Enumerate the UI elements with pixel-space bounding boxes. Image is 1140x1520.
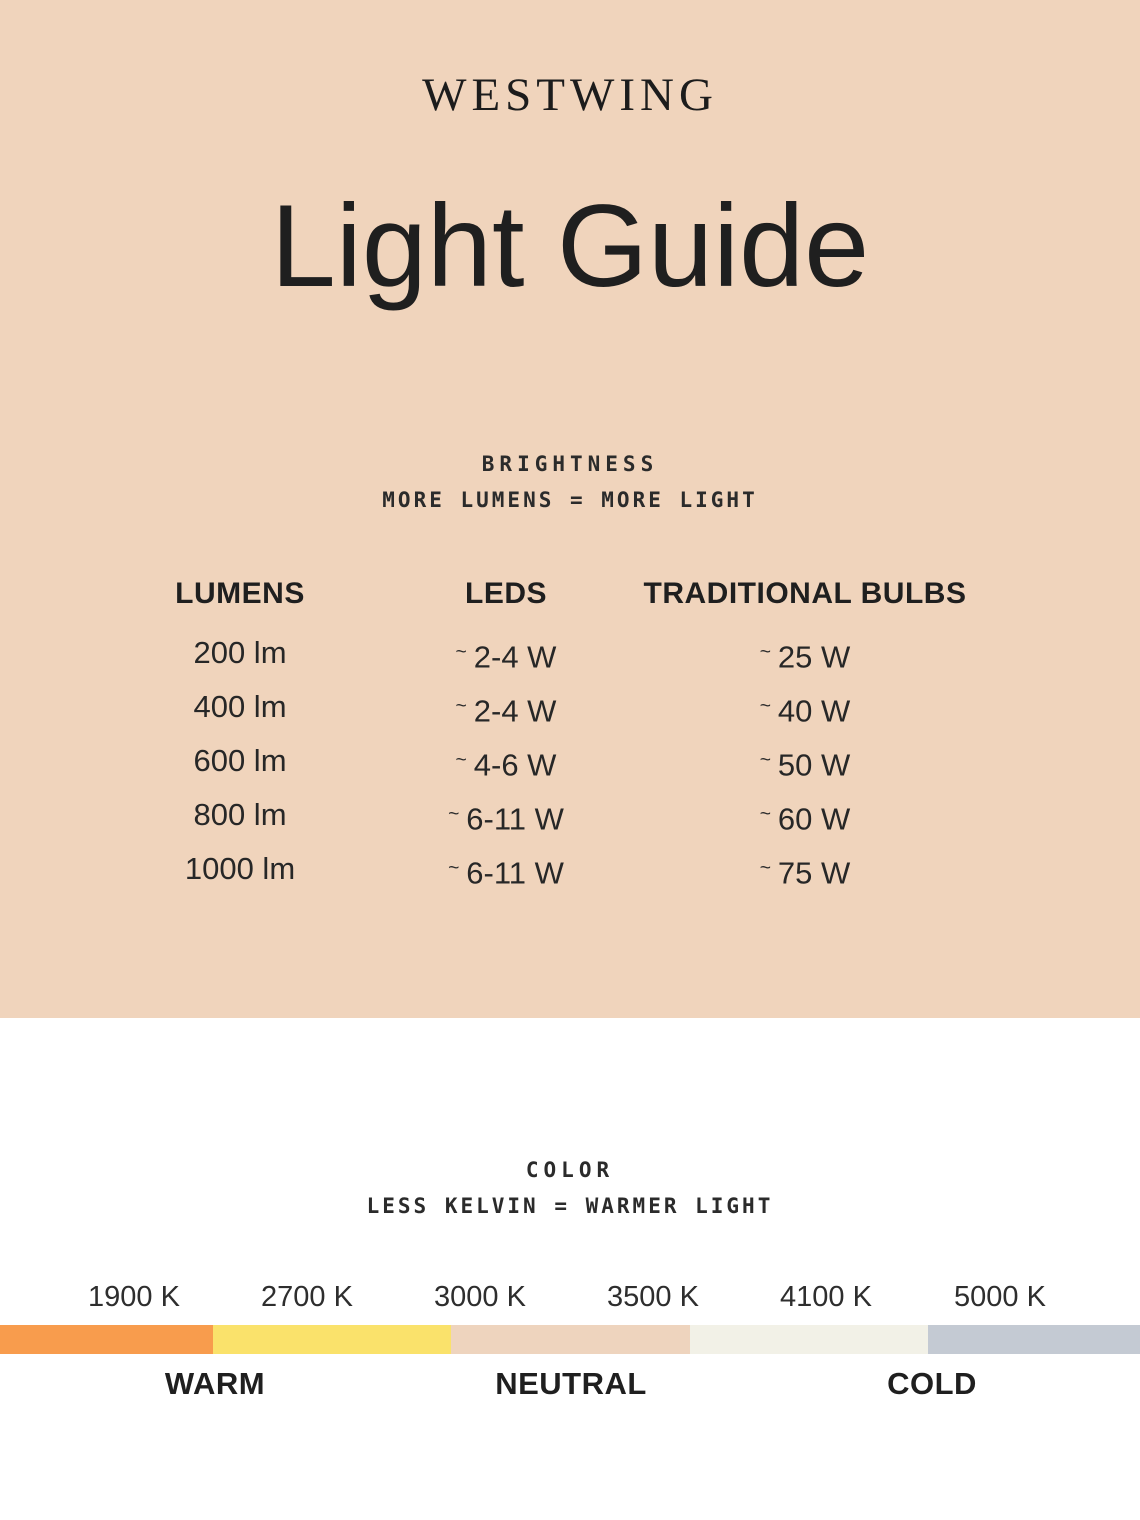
kelvin-label: 3000 K [434,1281,526,1313]
warm-label: WARM [164,1366,266,1401]
leds-value [456,741,557,786]
column-header-traditional-bulbs: TRADITIONAL BULBS [643,577,967,610]
bulb-watts: 75 W [777,855,851,891]
leds-value [448,849,564,894]
kelvin-label: 2700 K [261,1281,353,1313]
column-header-lumens: LUMENS [175,577,305,610]
lumens-value: 600 lm [193,743,287,778]
table-row [0,687,1140,727]
kelvin-label: 5000 K [954,1281,1046,1313]
approx-symbol: ~ [455,750,467,771]
page-title: Light Guide [270,180,870,311]
brightness-subheading: MORE LUMENS = MORE LIGHT [382,488,758,512]
approx-symbol: ~ [759,750,771,771]
lumens-value: 1000 lm [184,851,296,886]
approx-symbol: ~ [759,804,771,825]
bulbs-value [760,849,851,894]
bulb-watts: 60 W [777,801,851,837]
color-bar-segment-warm-yellow [213,1325,451,1354]
bulbs-value [760,687,851,732]
table-row [0,795,1140,835]
leds-value [456,687,557,732]
lumens-value: 400 lm [193,689,287,724]
brightness-heading: BRIGHTNESS [481,452,659,476]
table-row [0,741,1140,781]
approx-symbol: ~ [455,642,467,663]
column-header-leds: LEDS [464,577,548,610]
leds-value [456,633,557,678]
leds-watts: 2-4 W [473,639,557,675]
kelvin-label: 1900 K [88,1281,180,1313]
table-header-row [0,576,1140,612]
color-temperature-bar [0,1325,1140,1354]
approx-symbol: ~ [455,696,467,717]
temperature-labels [0,1366,1140,1402]
kelvin-label: 4100 K [780,1281,872,1313]
color-bar-segment-cold-blue [928,1325,1140,1354]
approx-symbol: ~ [448,858,460,879]
color-heading: COLOR [525,1158,615,1182]
color-subheading: LESS KELVIN = WARMER LIGHT [366,1194,774,1218]
table-row [0,849,1140,889]
approx-symbol: ~ [759,642,771,663]
brand-logo: WESTWING [422,69,718,121]
bulbs-value [760,741,851,786]
leds-value [448,795,564,840]
bulbs-value [760,633,851,678]
color-bar-segment-neutral-tan [451,1325,689,1354]
kelvin-scale-labels [0,1281,1140,1313]
lumens-value: 800 lm [193,797,287,832]
lumens-value: 200 lm [193,635,287,670]
color-bar-segment-warm-orange [0,1325,213,1354]
kelvin-label: 3500 K [607,1281,699,1313]
bulb-watts: 50 W [777,747,851,783]
bulb-watts: 25 W [777,639,851,675]
bulb-watts: 40 W [777,693,851,729]
leds-watts: 6-11 W [466,801,564,837]
leds-watts: 4-6 W [473,747,557,783]
approx-symbol: ~ [759,858,771,879]
cold-label: COLD [887,1366,977,1401]
bulbs-value [760,795,851,840]
color-bar-segment-neutral-cream [690,1325,928,1354]
neutral-label: NEUTRAL [495,1366,647,1401]
leds-watts: 6-11 W [466,855,564,891]
leds-watts: 2-4 W [473,693,557,729]
approx-symbol: ~ [759,696,771,717]
approx-symbol: ~ [448,804,460,825]
table-row [0,633,1140,673]
